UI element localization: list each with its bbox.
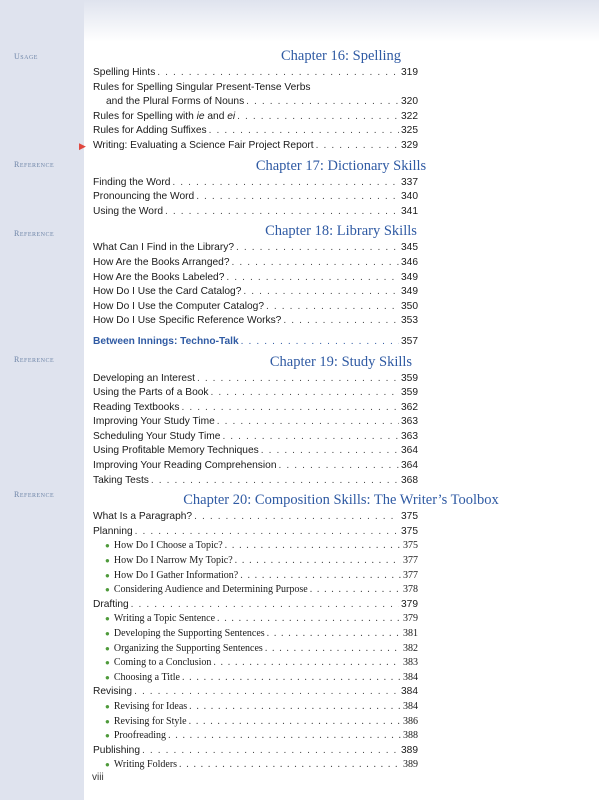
bullet-icon: ● (105, 614, 110, 624)
chapter-title[interactable]: Chapter 20: Composition Skills: The Writer’s Toolbox (183, 492, 499, 509)
toc-subentry[interactable]: ● Organizing the Supporting Sentences . . . 382 (93, 642, 418, 657)
bullet-icon: ● (105, 701, 110, 711)
toc-entry[interactable]: Scheduling Your Study Time . . . 363 (93, 430, 418, 445)
toc-entry[interactable]: Rules for Spelling Singular Present-Tense Verbs (93, 81, 311, 93)
toc-entry[interactable]: Reading Textbooks . . . 362 (93, 401, 418, 416)
toc-entry[interactable]: Publishing . . . 389 (93, 744, 418, 759)
bullet-icon: ● (105, 731, 110, 741)
header-band (84, 0, 599, 42)
toc-subentry[interactable]: ● Writing Folders . . . 389 (93, 758, 418, 773)
toc-entry[interactable]: Rules for Adding Suffixes . . . 325 (93, 124, 418, 139)
toc-entry[interactable]: How Do I Use the Card Catalog? . . . 349 (93, 285, 418, 300)
toc-subentry[interactable]: ● How Do I Gather Information? . . . 377 (93, 569, 418, 584)
toc-subentry[interactable]: ● Revising for Style . . . 386 (93, 715, 418, 730)
toc-entry[interactable]: Using the Word . . . 341 (93, 205, 418, 220)
sidebar-band (0, 0, 84, 800)
chapter-title[interactable]: Chapter 16: Spelling (280, 48, 401, 64)
toc-entry[interactable]: and the Plural Forms of Nouns . . . 320 (93, 95, 418, 110)
section-label-reference: Reference (14, 229, 55, 238)
toc-subentry[interactable]: ● Revising for Ideas . . . 384 (93, 700, 418, 715)
toc-entry[interactable]: Using Profitable Memory Techniques . . . 364 (93, 444, 418, 459)
chapter-title[interactable]: Chapter 17: Dictionary Skills (255, 157, 427, 174)
page-number: viii (92, 772, 104, 783)
toc-subentry[interactable]: ● How Do I Choose a Topic? . . . 375 (93, 539, 418, 554)
toc-subentry[interactable]: ● Developing the Supporting Sentences . . . 381 (93, 627, 418, 642)
toc-entry[interactable]: Pronouncing the Word . . . 340 (93, 190, 418, 205)
chapter-title[interactable]: Chapter 18: Library Skills (265, 223, 417, 240)
bullet-icon: ● (105, 672, 110, 682)
bullet-icon: ● (105, 570, 110, 580)
toc-subentry[interactable]: ● Proofreading . . . 388 (93, 729, 418, 744)
bullet-icon: ● (105, 658, 110, 668)
section-label-reference: Reference (14, 160, 55, 169)
toc-entry[interactable]: What Can I Find in the Library? . . . 345 (93, 241, 418, 256)
section-label-reference: Reference (14, 355, 55, 364)
toc-entry[interactable]: How Are the Books Arranged? . . . 346 (93, 256, 418, 271)
toc-subentry[interactable]: ● How Do I Narrow My Topic? . . . 377 (93, 554, 418, 569)
toc-entry[interactable]: How Are the Books Labeled? . . . 349 (93, 271, 418, 286)
toc-subentry[interactable]: ● Choosing a Title . . . 384 (93, 671, 418, 686)
bullet-icon: ● (105, 541, 110, 551)
toc-entry[interactable]: Improving Your Reading Comprehension . . . 364 (93, 459, 418, 474)
bullet-icon: ● (105, 585, 110, 595)
toc-entry[interactable]: Revising . . . 384 (93, 685, 418, 700)
between-innings-entry[interactable]: Between Innings: Techno-Talk . . . 357 (93, 335, 418, 350)
toc-entry[interactable]: What Is a Paragraph? . . . 375 (93, 510, 418, 525)
toc-subentry[interactable]: ● Considering Audience and Determining Purpose . . . 378 (93, 583, 418, 598)
bullet-icon: ● (105, 643, 110, 653)
toc-entry[interactable]: Developing an Interest . . . 359 (93, 372, 418, 387)
table-of-contents (79, 47, 499, 773)
bullet-icon: ● (105, 716, 110, 726)
toc-entry[interactable]: ▶ Writing: Evaluating a Science Fair Project Report . . . 329 (93, 139, 418, 154)
bullet-icon: ● (105, 760, 110, 770)
toc-entry[interactable]: How Do I Use the Computer Catalog? . . . 350 (93, 300, 418, 315)
toc-entry[interactable]: Using the Parts of a Book . . . 359 (93, 386, 418, 401)
bullet-icon: ● (105, 629, 110, 638)
section-label-reference: Reference (14, 490, 55, 499)
toc-entry[interactable]: Drafting . . . 379 (93, 598, 418, 613)
arrow-marker-icon: ▶ (79, 140, 86, 151)
toc-entry[interactable]: Planning . . . 375 (93, 525, 418, 540)
bullet-icon: ● (105, 556, 110, 566)
toc-entry[interactable]: Finding the Word . . . 337 (93, 176, 418, 191)
toc-entry[interactable]: Spelling Hints . . . 319 (93, 66, 418, 81)
toc-entry[interactable]: Taking Tests . . . 368 (93, 474, 418, 489)
section-label-usage: Usage (14, 52, 38, 61)
toc-subentry[interactable]: ● Coming to a Conclusion . . . 383 (93, 656, 418, 671)
toc-subentry[interactable]: ● Writing a Topic Sentence . . . 379 (93, 612, 418, 627)
toc-entry[interactable]: How Do I Use Specific Reference Works? . . . 353 (93, 314, 418, 329)
chapter-title[interactable]: Chapter 19: Study Skills (269, 353, 413, 370)
toc-entry[interactable]: Improving Your Study Time . . . 363 (93, 415, 418, 430)
toc-entry[interactable]: Rules for Spelling with ie and ei . . . 322 (93, 110, 418, 125)
